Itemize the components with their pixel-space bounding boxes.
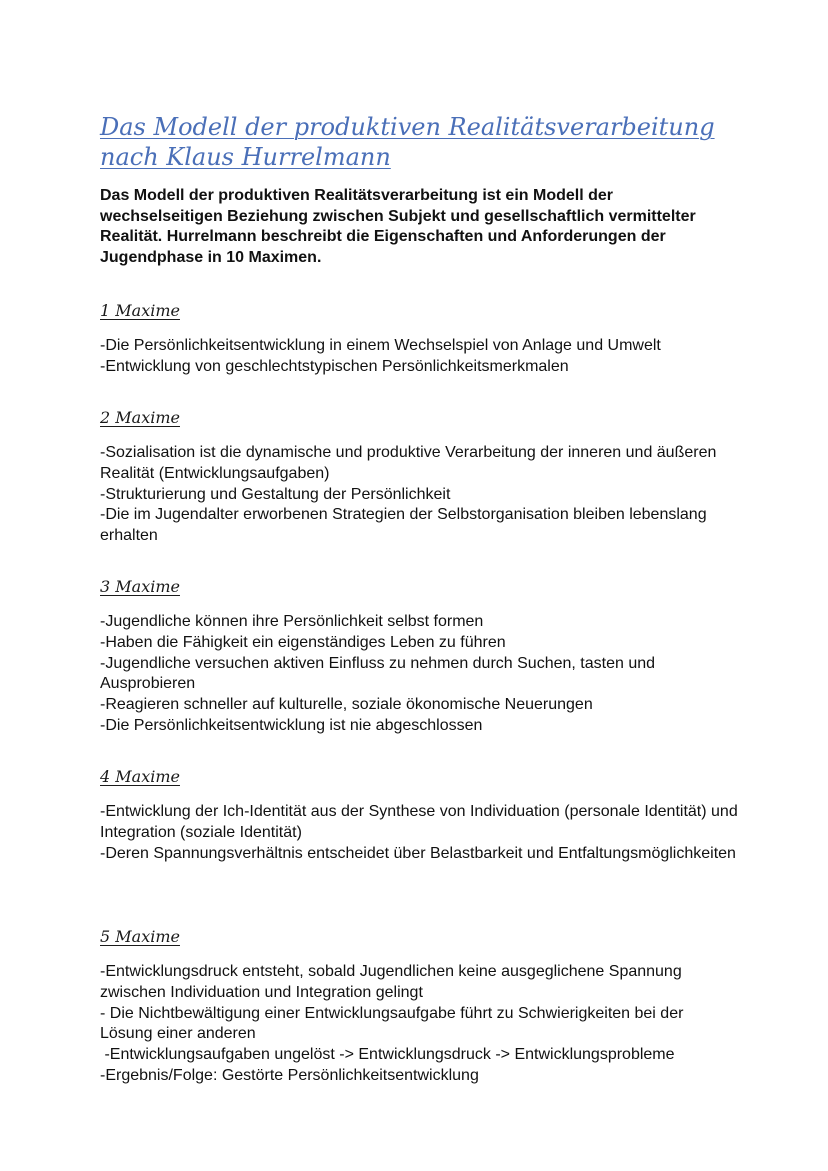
section-heading: 3 Maxime <box>100 577 180 596</box>
section-lines <box>100 962 740 1087</box>
section-lines <box>100 336 740 378</box>
section-heading: 4 Maxime <box>100 767 180 786</box>
list-item: -Entwicklung der Ich-Identität aus der Synthese von Individuation (personale Identität) und Integration (soziale Identität) <box>100 803 738 841</box>
section-maxime-5 <box>100 927 740 1087</box>
list-item: -Entwicklungsdruck entsteht, sobald Jugendlichen keine ausgeglichene Spannung zwischen Individuation und Integration gelingt <box>100 963 682 1001</box>
list-item: -Sozialisation ist die dynamische und produktive Verarbeitung der inneren und äußeren Realität (Entwicklungsaufgaben) <box>100 444 717 482</box>
section-maxime-1 <box>100 301 740 378</box>
section-heading: 1 Maxime <box>100 301 180 320</box>
list-item: -Die Persönlichkeitsentwicklung ist nie abgeschlossen <box>100 716 483 734</box>
list-item: -Die im Jugendalter erworbenen Strategien der Selbstorganisation bleiben lebenslang erhalten <box>100 506 707 545</box>
list-item: -Die Persönlichkeitsentwicklung in einem Wechselspiel von Anlage und Umwelt <box>100 337 661 354</box>
list-item: -Jugendliche versuchen aktiven Einfluss zu nehmen durch Suchen, tasten und Ausprobieren <box>100 654 656 693</box>
title-line-2: nach Klaus Hurrelmann <box>100 143 391 171</box>
document-title <box>100 112 780 172</box>
list-item: -Strukturierung und Gestaltung der Persönlichkeit <box>100 485 451 503</box>
list-item: -Deren Spannungsverhältnis entscheidet über Belastbarkeit und Entfaltungsmöglichkeiten <box>100 844 736 862</box>
section-lines <box>100 802 740 864</box>
list-item: -Entwicklungsaufgaben ungelöst -> Entwicklungsdruck -> Entwicklungsprobleme <box>100 1046 675 1064</box>
section-maxime-3 <box>100 577 740 737</box>
list-item: -Ergebnis/Folge: Gestörte Persönlichkeitsentwicklung <box>100 1066 479 1084</box>
section-lines <box>100 612 740 737</box>
section-lines <box>100 443 740 547</box>
section-maxime-4 <box>100 767 740 864</box>
section-maxime-2 <box>100 408 740 547</box>
section-heading: 2 Maxime <box>100 408 180 427</box>
title-line-1: Das Modell der produktiven Realitätsverarbeitung <box>100 113 715 141</box>
list-item: -Reagieren schneller auf kulturelle, soziale ökonomische Neuerungen <box>100 696 593 714</box>
section-heading: 5 Maxime <box>100 927 180 946</box>
intro-paragraph: Das Modell der produktiven Realitätsverarbeitung ist ein Modell der wechselseitigen Beziehung zwischen Subjekt und gesellschaftlich vermittelter Realität. Hurrelmann beschreibt die Eigenschaften und Anforderungen der Jugendphase in 10 Maximen. <box>100 187 696 266</box>
list-item: -Entwicklung von geschlechtstypischen Persönlichkeitsmerkmalen <box>100 357 569 375</box>
list-item: -Jugendliche können ihre Persönlichkeit selbst formen <box>100 613 484 630</box>
list-item: -Haben die Fähigkeit ein eigenständiges Leben zu führen <box>100 633 506 651</box>
list-item: - Die Nichtbewältigung einer Entwicklungsaufgabe führt zu Schwierigkeiten bei der Lösung einer anderen <box>100 1004 684 1043</box>
